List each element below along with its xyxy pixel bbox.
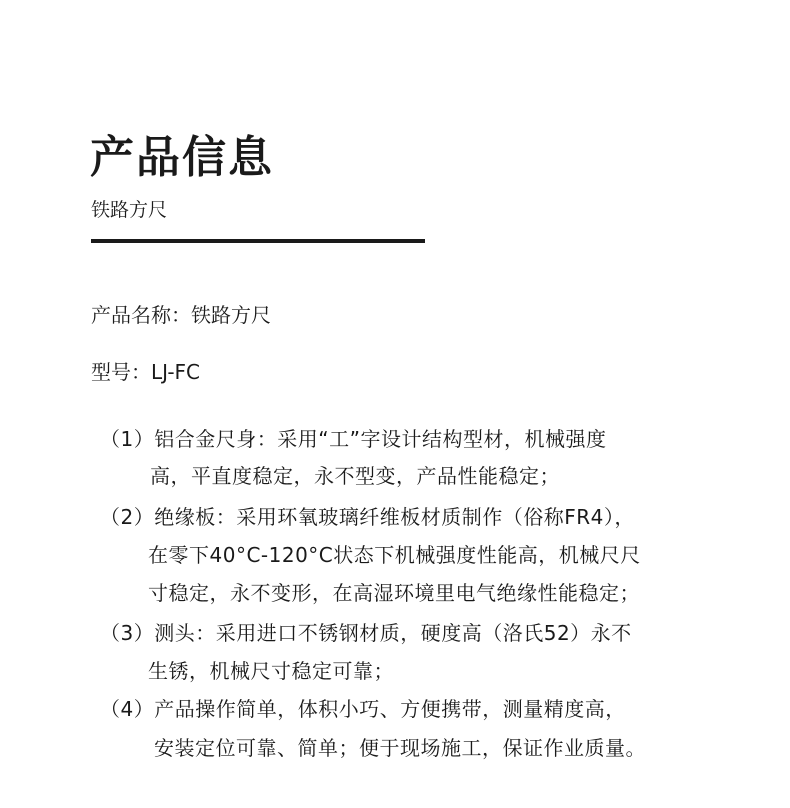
product-name: 产品名称：铁路方尺 xyxy=(91,303,271,327)
feature-2-line-2: 在零下40°C-120°C状态下机械强度性能高，机械尺尺 xyxy=(148,543,641,567)
feature-3-line-1: （3）测头：采用进口不锈钢材质，硬度高（洛氏52）永不 xyxy=(100,621,632,645)
page-title: 产品信息 xyxy=(90,132,274,183)
feature-1-line-2: 高，平直度稳定，永不型变，产品性能稳定； xyxy=(150,464,560,488)
feature-3-line-2: 生锈，机械尺寸稳定可靠； xyxy=(148,659,394,683)
feature-4-line-1: （4）产品操作简单，体积小巧、方便携带，测量精度高， xyxy=(100,697,626,721)
product-model: 型号：LJ-FC xyxy=(91,360,201,384)
page-subtitle: 铁路方尺 xyxy=(91,199,168,221)
title-underline xyxy=(91,239,425,243)
feature-4-line-2: 安装定位可靠、简单；便于现场施工，保证作业质量。 xyxy=(154,736,646,760)
feature-2-line-1: （2）绝缘板：采用环氧玻璃纤维板材质制作（俗称FR4）， xyxy=(100,505,635,529)
feature-1-line-1: （1）铝合金尺身：采用“工”字设计结构型材，机械强度 xyxy=(100,427,607,451)
feature-2-line-3: 寸稳定，永不变形，在高湿环境里电气绝缘性能稳定； xyxy=(148,581,640,605)
